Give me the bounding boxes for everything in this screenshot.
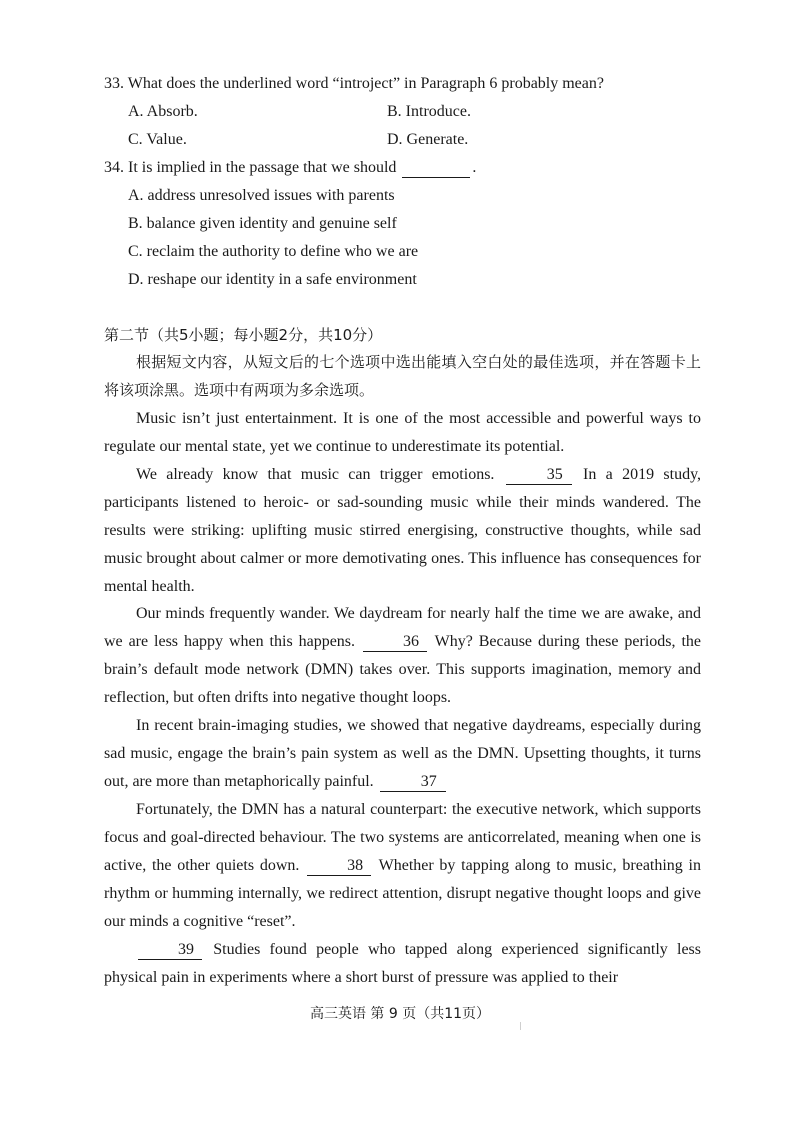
passage-p5-rest: Whether by tapping along to music, breathing in rhythm or humming internally, we redirect attention, disrupt negative thought loops and give our minds a cognitive “reset”. [104, 857, 701, 930]
section-heading: 第二节（共5小题；每小题2分，共10分） [104, 326, 383, 344]
blank-39: 39 [138, 941, 202, 960]
passage-p3-lead: Our minds frequently wander. We daydream for nearly half the time we are awake, and we are less happy when this happens. [104, 605, 701, 650]
passage-paragraph-6 [104, 936, 701, 992]
blank-38: 38 [307, 857, 371, 876]
passage-paragraph-4 [104, 712, 701, 796]
blank-37: 37 [380, 773, 446, 792]
question-34-stem [104, 158, 476, 178]
blank-35: 35 [506, 466, 572, 485]
scan-mark [520, 1022, 521, 1030]
question-34-blank [402, 159, 470, 178]
question-33-option-d: D. Generate. [387, 131, 469, 148]
question-33-option-b: B. Introduce. [387, 103, 471, 120]
blank-36: 36 [363, 633, 427, 652]
question-34-option-d: D. reshape our identity in a safe environment [128, 271, 417, 288]
question-33-option-a: A. Absorb. [128, 103, 198, 120]
passage-paragraph-2 [104, 461, 701, 601]
passage-paragraph-1: Music isn’t just entertainment. It is one of the most accessible and powerful ways to regulate our mental state, yet we continue to underestimate its potential. [104, 410, 701, 455]
question-34-option-c: C. reclaim the authority to define who we are [128, 243, 419, 260]
passage-p2-rest: In a 2019 study, participants listened to heroic- or sad-sounding music while their minds wandered. The results were striking: uplifting music stirred energising, constructive thoughts, while sad music brought about calmer or more demotivating ones. This influence has consequences for mental health. [104, 466, 702, 595]
passage-p3-rest: Why? Because during these periods, the brain’s default mode network (DMN) takes over. This supports imagination, memory and reflection, but often drifts into negative thought loops. [104, 633, 702, 706]
question-34-stem-end: . [472, 159, 477, 176]
question-34-stem-text: 34. It is implied in the passage that we should [104, 159, 397, 176]
passage-paragraph-3 [104, 600, 701, 712]
question-34-option-b: B. balance given identity and genuine self [128, 215, 397, 232]
page-footer: 高三英语 第 9 页（共11页） [309, 1006, 491, 1022]
passage-p2-lead: We already know that music can trigger emotions. [136, 466, 495, 483]
section-instructions: 根据短文内容，从短文后的七个选项中选出能填入空白处的最佳选项，并在答题卡上将该项涂黑。选项中有两项为多余选项。 [104, 353, 701, 399]
question-34-option-a: A. address unresolved issues with parents [128, 187, 395, 204]
question-33-stem: 33. What does the underlined word “introject” in Paragraph 6 probably mean? [104, 75, 604, 92]
passage-paragraph-5 [104, 796, 701, 936]
passage-p5-lead: Fortunately, the DMN has a natural counterpart: the executive network, which supports focus and goal-directed behaviour. The two systems are anticorrelated, meaning when one is active, the other quiets down. [104, 801, 701, 874]
passage-p4-text: In recent brain-imaging studies, we showed that negative daydreams, especially during sad music, engage the brain’s pain system as well as the DMN. Upsetting thoughts, it turns out, are more than metaphorically painful. [104, 717, 701, 790]
question-33-option-c: C. Value. [128, 131, 187, 148]
passage-p6-text: Studies found people who tapped along experienced significantly less physical pain in experiments where a short burst of pressure was applied to their [104, 941, 702, 986]
